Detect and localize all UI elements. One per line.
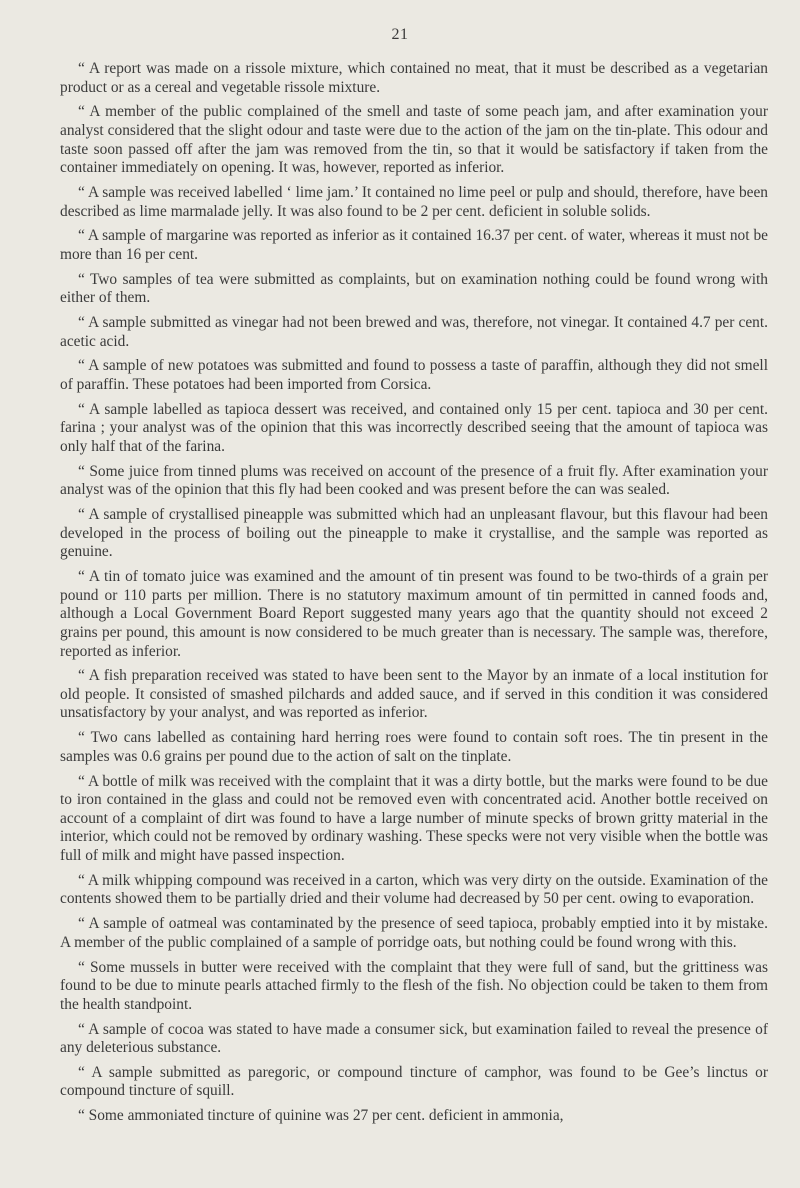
paragraph: “ Two cans labelled as containing hard herring roes were found to contain soft roes. The tin present in the samples was 0.6 grains per pound due to the action of salt on the tinplate. [60, 729, 768, 765]
paragraph: “ A sample labelled as tapioca dessert was received, and contained only 15 per cent. tapioca and 30 per cent. farina ; your analyst was of the opinion that this was incorrectly described seeing that the amount of tapioca was only half that of the farina. [60, 400, 768, 455]
paragraph: “ A sample of margarine was reported as inferior as it contained 16.37 per cent. of water, whereas it must not be more than 16 per cent. [60, 227, 768, 263]
paragraph: “ A milk whipping compound was received in a carton, which was very dirty on the outside. Examination of the contents showed them to be partially dried and their volume had decreased by 50 per cent. owing to evaporation. [60, 871, 768, 908]
page-number: 21 [391, 26, 409, 43]
paragraph: “ A tin of tomato juice was examined and the amount of tin present was found to be two-thirds of a grain per pound or 110 parts per million. There is no statutory maximum amount of tin permitted in canned foods and, although a Local Government Board Report suggested many years ago that the quantity should not exceed 2 grains per pound, this amount is now considered to be much greater than is necessary. The sample was, therefore, reported as inferior. [60, 568, 768, 660]
paragraph: “ Some ammoniated tincture of quinine was 27 per cent. deficient in ammonia, [78, 1107, 564, 1125]
paragraph: “ A sample of new potatoes was submitted and found to possess a taste of paraffin, although they did not smell of paraffin. These potatoes had been imported from Corsica. [60, 357, 768, 394]
paragraph: “ Some mussels in butter were received with the complaint that they were full of sand, but the grittiness was found to be due to minute pearls attached firmly to the flesh of the fish. No objection could be taken to them from the health standpoint. [60, 958, 768, 1013]
paragraph: “ A fish preparation received was stated to have been sent to the Mayor by an inmate of a local institution for old people. It consisted of smashed pilchards and added sauce, and if served in this condition it was considered unsatisfactory by your analyst, and was reported as inferior. [60, 667, 768, 722]
paragraph: “ Some juice from tinned plums was received on account of the presence of a fruit fly. After examination your analyst was of the opinion that this fly had been cooked and was present before the can was sealed. [60, 462, 768, 499]
paragraph: “ A sample of cocoa was stated to have made a consumer sick, but examination failed to reveal the presence of any deleterious substance. [60, 1020, 768, 1057]
paragraph: “ A member of the public complained of the smell and taste of some peach jam, and after examination your analyst considered that the slight odour and taste were due to the action of the jam on the tin-plate. This odour and taste soon passed off after the jam was removed from the tin, so that it would be satisfactory if taken from the container immediately on opening. It was, however, reported as inferior. [60, 103, 768, 177]
paragraph: “ A sample submitted as paregoric, or compound tincture of camphor, was found to be Gee’s linctus or compound tincture of squill. [60, 1063, 768, 1100]
paragraph: “ A bottle of milk was received with the complaint that it was a dirty bottle, but the marks were found to be due to iron contained in the glass and could not be removed even with concentrated acid. Another bottle received on account of a complaint of dirt was found to have a large number of minute specks of brown gritty material in the interior, which could not be removed by ordinary washing. These specks were not very visible when the bottle was full of milk and might have passed inspection. [60, 772, 768, 864]
paragraph: “ Two samples of tea were submitted as complaints, but on examination nothing could be found wrong with either of them. [60, 270, 768, 307]
paragraph: “ A report was made on a rissole mixture, which contained no meat, that it must be described as a vegetarian product or as a cereal and vegetable rissole mixture. [60, 60, 768, 96]
paragraph: “ A sample of oatmeal was contaminated by the presence of seed tapioca, probably emptied into it by mistake. A member of the public complained of a sample of porridge oats, but nothing could be found wrong with this. [60, 915, 768, 951]
paragraph: “ A sample of crystallised pineapple was submitted which had an unpleasant flavour, but this flavour had been developed in the process of boiling out the pineapple to make it crystallise, and the sample was reported as genuine. [60, 506, 768, 561]
paragraph: “ A sample submitted as vinegar had not been brewed and was, therefore, not vinegar. It contained 4.7 per cent. acetic acid. [60, 314, 768, 350]
report-body [60, 60, 768, 1132]
paragraph: “ A sample was received labelled ‘ lime jam.’ It contained no lime peel or pulp and should, therefore, have been described as lime marmalade jelly. It was also found to be 2 per cent. deficient in soluble solids. [60, 183, 768, 220]
